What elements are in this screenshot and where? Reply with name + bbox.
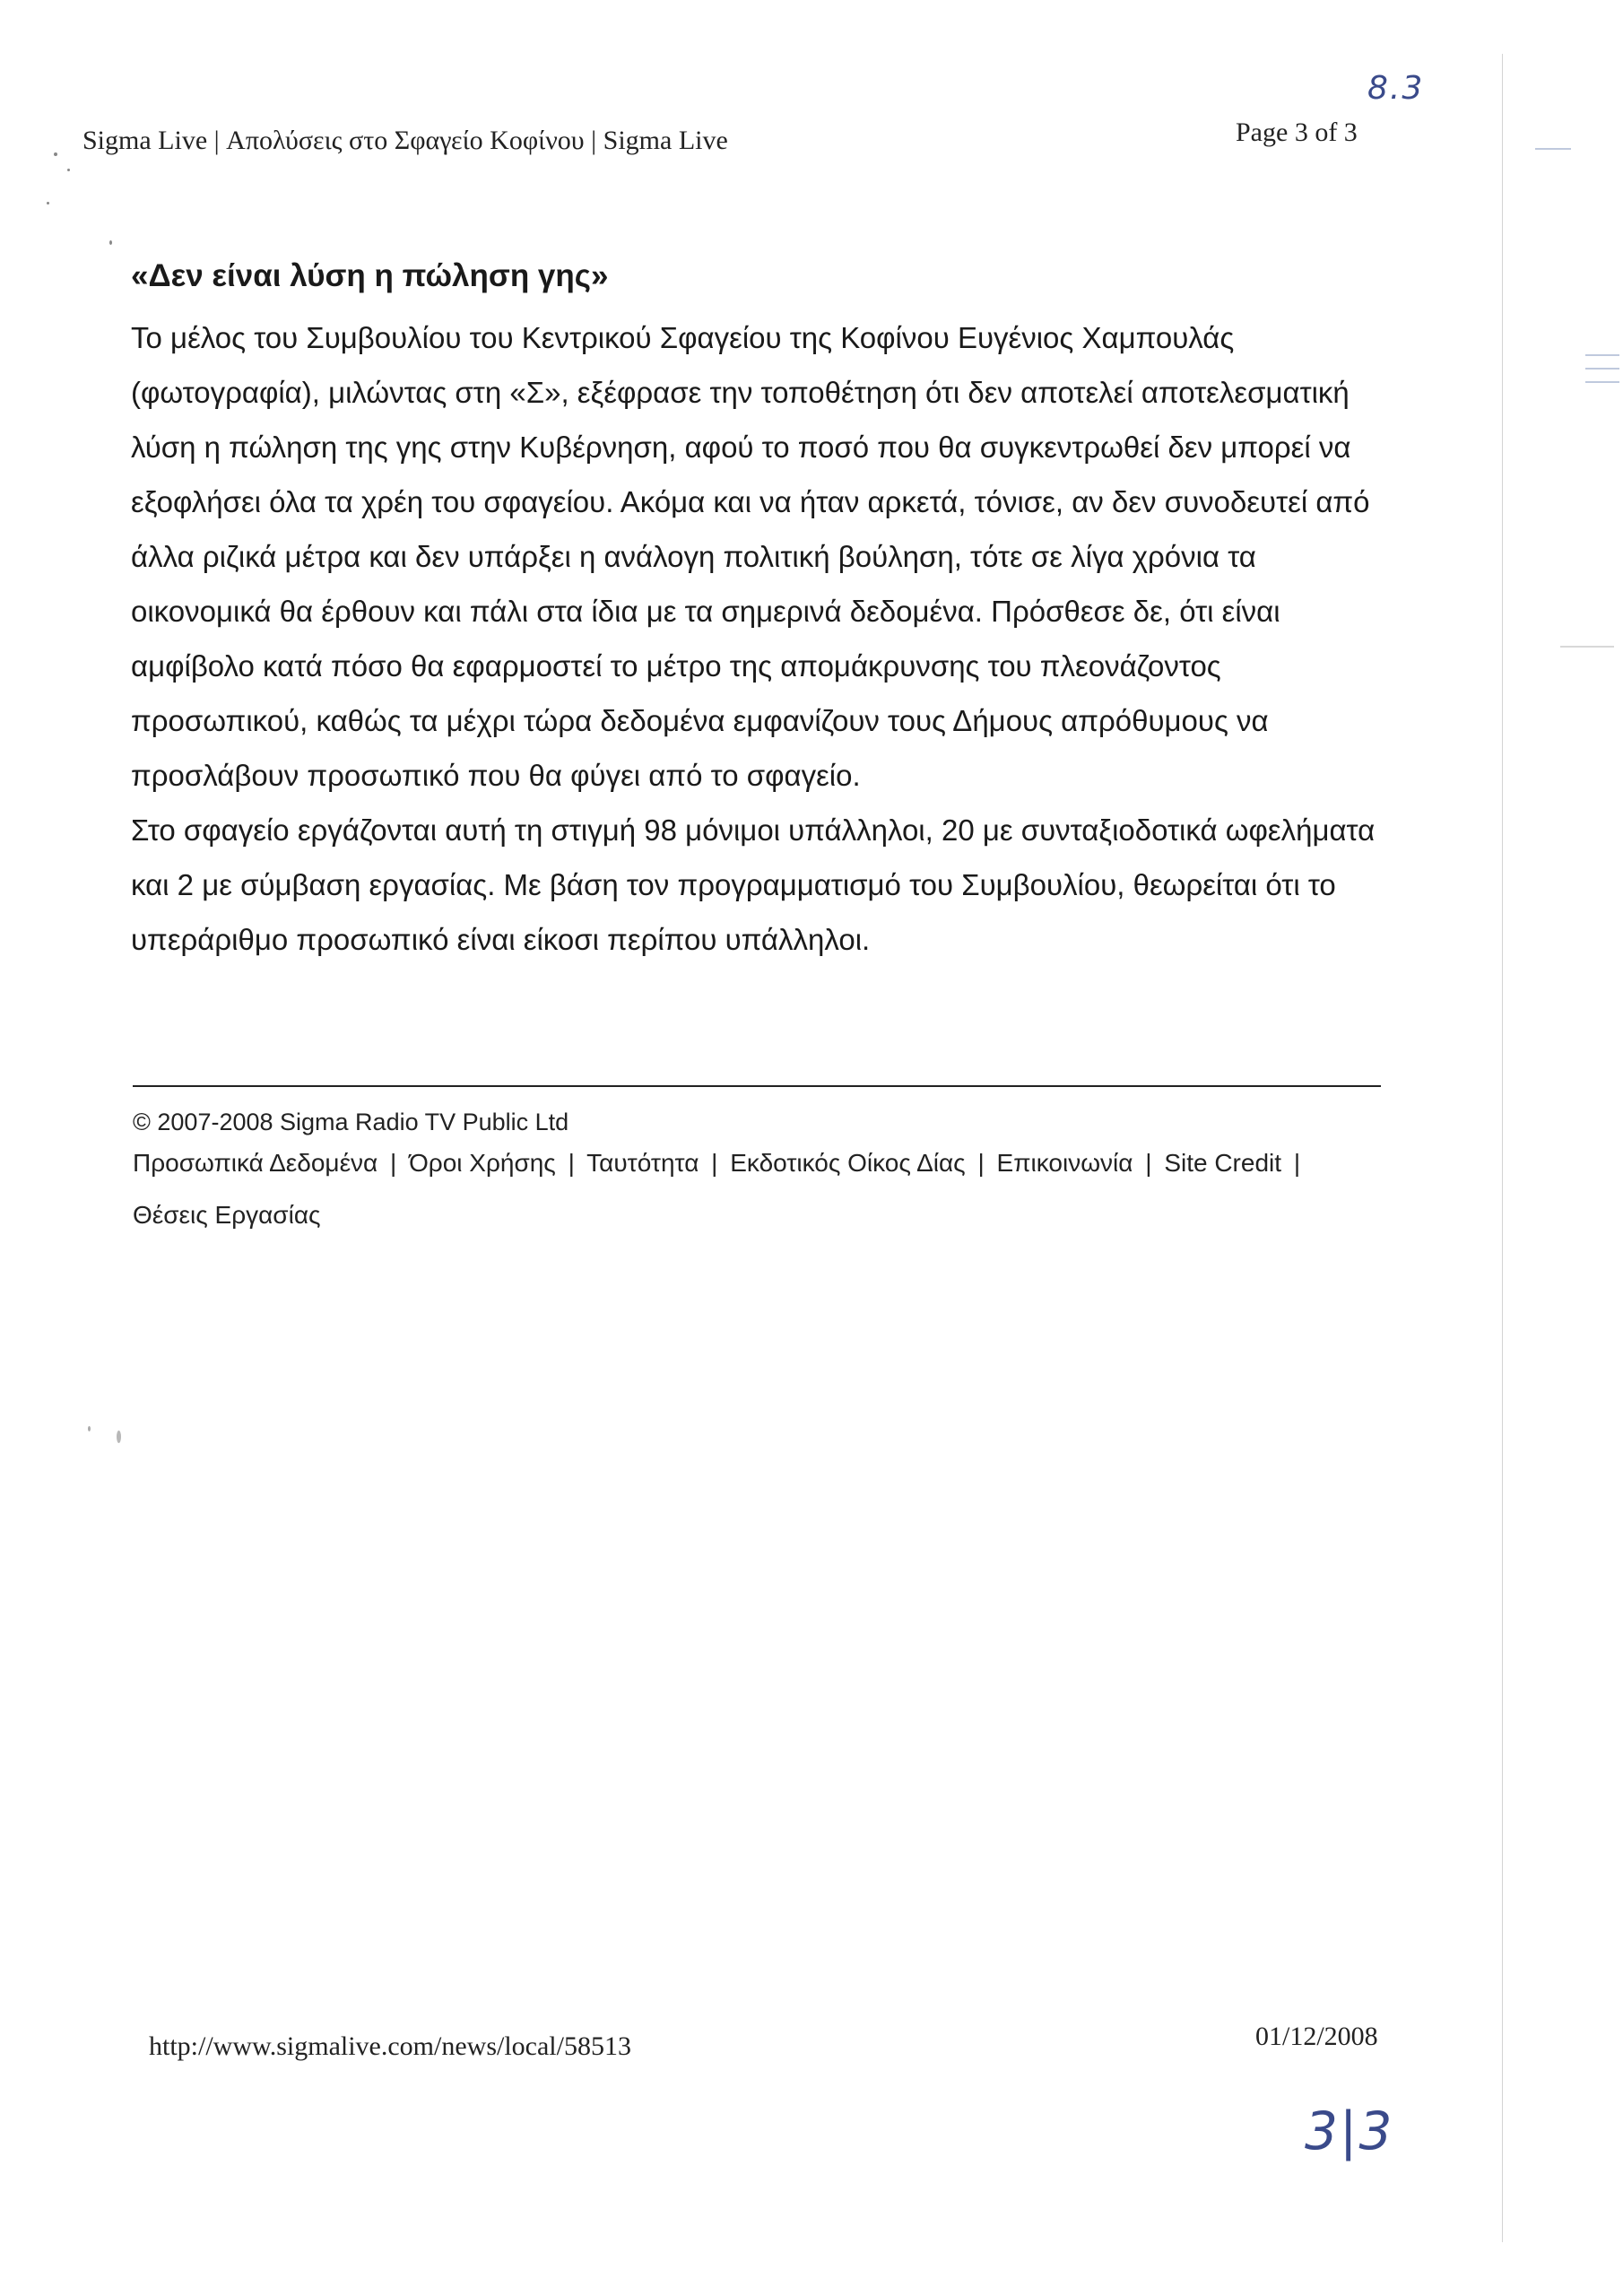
header-page-number: Page 3 of 3: [1236, 117, 1358, 147]
scan-speck: [117, 1431, 121, 1443]
footer-link-terms[interactable]: Όροι Χρήσης: [409, 1149, 556, 1177]
footer-link-separator: |: [568, 1149, 575, 1177]
scan-speck: [54, 152, 57, 156]
scan-speck: [88, 1426, 91, 1431]
footer-links: [133, 1137, 1325, 1241]
footer-divider: [133, 1085, 1381, 1087]
footer-copyright: © 2007-2008 Sigma Radio TV Public Ltd: [133, 1109, 569, 1135]
scan-edge-mark: [1585, 354, 1619, 356]
footer-link-separator: |: [977, 1149, 985, 1177]
footer-link-identity[interactable]: Ταυτότητα: [586, 1149, 699, 1177]
print-url: http://www.sigmalive.com/news/local/58513: [149, 2031, 631, 2061]
scan-edge-mark: [1560, 646, 1614, 648]
footer-link-separator: |: [711, 1149, 718, 1177]
scan-edge-mark: [1535, 148, 1571, 150]
scan-edge-line: [1502, 54, 1503, 2242]
footer-link-separator: |: [1145, 1149, 1152, 1177]
handwritten-page-count: 3|3: [1305, 2100, 1394, 2161]
header-page-title: Sigma Live | Απολύσεις στο Σφαγείο Κοφίνου | Sigma Live: [82, 126, 728, 155]
article-body: [131, 258, 1386, 967]
scan-speck: [67, 169, 70, 171]
handwritten-page-mark: 8.3: [1367, 70, 1425, 107]
footer-link-separator: |: [390, 1149, 397, 1177]
footer-link-publisher[interactable]: Εκδοτικός Οίκος Δίας: [730, 1149, 966, 1177]
article-subheading: «Δεν είναι λύση η πώληση γης»: [131, 258, 609, 293]
footer-link-contact[interactable]: Επικοινωνία: [996, 1149, 1133, 1177]
article-paragraph: Στο σφαγείο εργάζονται αυτή τη στιγμή 98 μόνιμοι υπάλληλοι, 20 με συνταξιοδοτικά ωφελήματα και 2 με σύμβαση εργασίας. Με βάση τον προγραμματισμό του Συμβουλίου, θεωρείται ότι το υπεράριθμο προσωπικό είναι είκοσι περίπου υπάλληλοι.: [131, 813, 1376, 956]
article-paragraph: Το μέλος του Συμβουλίου του Κεντρικού Σφαγείου της Κοφίνου Ευγένιος Χαμπουλάς (φωτογραφία), μιλώντας στη «Σ», εξέφρασε την τοποθέτηση ότι δεν αποτελεί αποτελεσματική λύση η πώληση της γης στην Κυβέρνηση, αφού το ποσό που θα συγκεντρωθεί δεν μπορεί να εξοφλήσει όλα τα χρέη του σφαγείου. Ακόμα και να ήταν αρκετά, τόνισε, αν δεν συνοδευτεί από άλλα ριζικά μέτρα και δεν υπάρξει η ανάλογη πολιτική βούληση, τότε σε λίγα χρόνια τα οικονομικά θα έρθουν και πάλι στα ίδια με τα σημερινά δεδομένα. Πρόσθεσε δε, ότι είναι αμφίβολο κατά πόσο θα εφαρμοστεί το μέτρο της απομάκρυνσης του πλεονάζοντος προσωπικού, καθώς τα μέχρι τώρα δεδομένα εμφανίζουν τους Δήμους απρόθυμους να προσλάβουν προσωπικό που θα φύγει από το σφαγείο.: [131, 321, 1370, 792]
scan-edge-mark: [1585, 381, 1619, 383]
scan-edge-mark: [1585, 368, 1619, 370]
scan-speck: [47, 202, 49, 204]
scan-speck: [109, 240, 112, 245]
footer-link-site-credit[interactable]: Site Credit: [1164, 1149, 1282, 1177]
footer-link-personal-data[interactable]: Προσωπικά Δεδομένα: [133, 1149, 378, 1177]
print-date: 01/12/2008: [1255, 2022, 1378, 2051]
footer-link-separator: |: [1293, 1149, 1301, 1177]
footer-link-jobs[interactable]: Θέσεις Εργασίας: [133, 1201, 321, 1229]
